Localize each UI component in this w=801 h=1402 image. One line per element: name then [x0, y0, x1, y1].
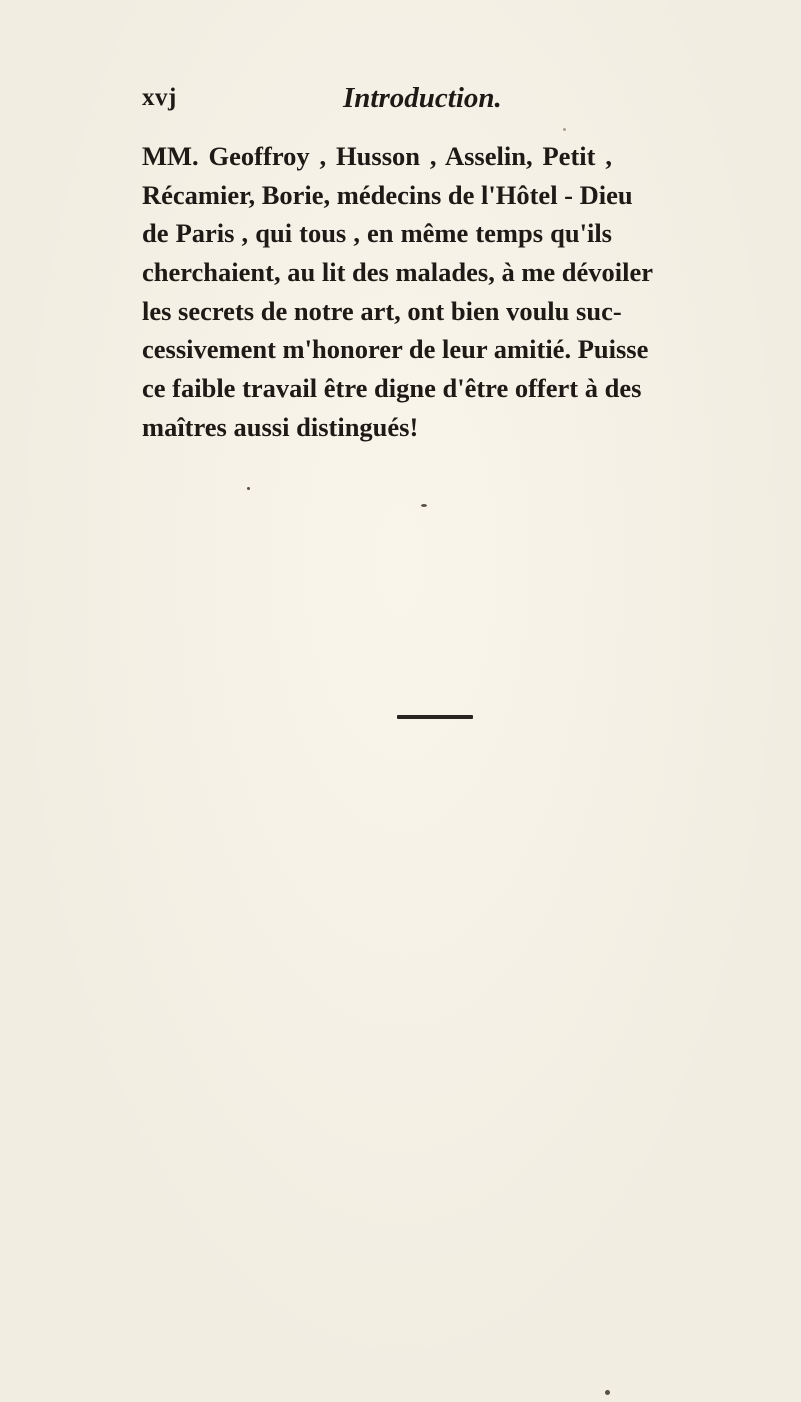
text-line: cessivement m'honorer de leur amitié. Puisse: [142, 334, 649, 365]
text-line: maîtres aussi distingués!: [142, 411, 419, 442]
paper-speck: [605, 1390, 610, 1395]
text-line: ce faible travail être digne d'être offert à des: [142, 373, 642, 404]
text-line: les secrets de notre art, ont bien voulu suc-: [142, 295, 622, 326]
running-title: Introduction.: [343, 82, 502, 114]
text-line: MM. Geoffroy , Husson , Asselin, Petit ,: [142, 141, 612, 171]
page-header: [142, 84, 562, 124]
end-rule: [397, 715, 473, 719]
text-line: cherchaient, au lit des malades, à me dévoiler: [142, 257, 654, 288]
page-number: xvj: [142, 84, 177, 111]
body-paragraph: [142, 137, 654, 447]
paper-speck: [421, 504, 427, 507]
paper-speck: [563, 128, 566, 131]
text-line: de Paris , qui tous , en même temps qu'ils: [142, 218, 612, 249]
text-line: Récamier, Borie, médecins de l'Hôtel - Dieu: [142, 179, 633, 210]
paper-speck: [247, 487, 250, 490]
